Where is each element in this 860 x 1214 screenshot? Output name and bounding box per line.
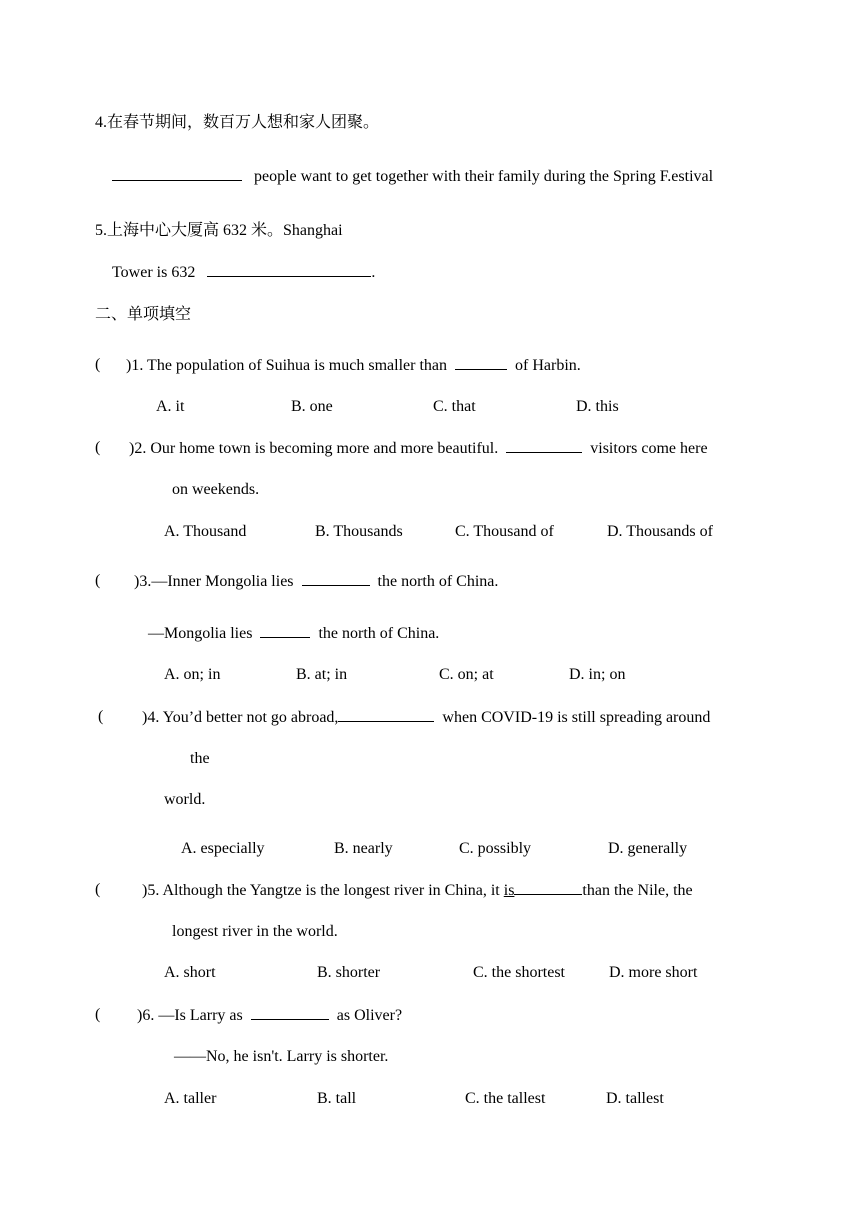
q1-number: 1. bbox=[131, 357, 144, 374]
q1-stem bbox=[126, 355, 581, 376]
q4-text-before: You’d better not go abroad, bbox=[162, 709, 339, 726]
q3-option-c[interactable]: C. on; at bbox=[439, 666, 494, 683]
translation-q4-prompt: 4.在春节期间，数百万人想和家人团聚。 bbox=[95, 114, 380, 131]
q1-option-a[interactable]: A. it bbox=[156, 398, 185, 415]
q2-answer-paren-open[interactable]: ( bbox=[95, 439, 101, 456]
q6-line2: ——No, he isn't. Larry is shorter. bbox=[174, 1048, 389, 1065]
q6-number: 6. bbox=[142, 1007, 155, 1024]
answer-blank[interactable] bbox=[260, 623, 310, 638]
q3-stem bbox=[134, 571, 498, 592]
q6-answer-paren-open[interactable]: ( bbox=[95, 1006, 101, 1023]
q6-option-b[interactable]: B. tall bbox=[317, 1090, 357, 1107]
q1-option-c[interactable]: C. that bbox=[433, 398, 476, 415]
q3-answer-paren-open[interactable]: ( bbox=[95, 572, 101, 589]
q4-option-a[interactable]: A. especially bbox=[181, 840, 265, 857]
q2-option-b[interactable]: B. Thousands bbox=[315, 523, 403, 540]
q6-option-c[interactable]: C. the tallest bbox=[465, 1090, 546, 1107]
answer-blank[interactable] bbox=[506, 438, 582, 453]
answer-blank[interactable] bbox=[455, 355, 507, 370]
q4-answer-paren-open[interactable]: ( bbox=[98, 708, 104, 725]
q5-continuation: longest river in the world. bbox=[172, 923, 338, 940]
translation-q4-answer-line bbox=[112, 166, 713, 187]
answer-blank[interactable] bbox=[251, 1005, 329, 1020]
translation-q5-answer-line bbox=[112, 262, 375, 283]
q3-line2-before: —Mongolia lies bbox=[148, 625, 253, 642]
q2-option-c[interactable]: C. Thousand of bbox=[455, 523, 554, 540]
q2-paren-close: ) bbox=[129, 440, 135, 457]
q5-option-a[interactable]: A. short bbox=[164, 964, 216, 981]
q2-continuation: on weekends. bbox=[172, 481, 260, 498]
q5-option-d[interactable]: D. more short bbox=[609, 964, 698, 981]
q4-option-c[interactable]: C. possibly bbox=[459, 840, 532, 857]
q1-option-d[interactable]: D. this bbox=[576, 398, 619, 415]
q1-option-b[interactable]: B. one bbox=[291, 398, 333, 415]
q4-option-d[interactable]: D. generally bbox=[608, 840, 688, 857]
q3-line1-after: the north of China. bbox=[377, 573, 499, 590]
translation-q5-prompt: 5.上海中心大厦高 632 米。Shanghai bbox=[95, 222, 343, 239]
q3-option-b[interactable]: B. at; in bbox=[296, 666, 348, 683]
translation-q5-line2-start: Tower is 632 bbox=[112, 264, 196, 281]
q4-stem bbox=[142, 707, 710, 728]
q5-text-before: Although the Yangtze is the longest river in China, it bbox=[162, 882, 500, 899]
q5-underlined-word: is bbox=[503, 882, 515, 899]
q3-line2-after: the north of China. bbox=[318, 625, 440, 642]
q5-option-b[interactable]: B. shorter bbox=[317, 964, 381, 981]
q2-option-d[interactable]: D. Thousands of bbox=[607, 523, 713, 540]
q4-paren-close: ) bbox=[142, 709, 148, 726]
answer-blank[interactable] bbox=[112, 166, 242, 181]
q6-option-d[interactable]: D. tallest bbox=[606, 1090, 664, 1107]
answer-blank[interactable] bbox=[514, 880, 582, 895]
translation-q4-answer-text: people want to get together with their family during the Spring F.estival bbox=[254, 168, 714, 185]
q2-stem bbox=[129, 438, 708, 459]
q3-line1-before: —Inner Mongolia lies bbox=[151, 573, 294, 590]
q5-number: 5. bbox=[147, 882, 160, 899]
q4-continuation-2: world. bbox=[164, 791, 206, 808]
q2-text-before: Our home town is becoming more and more beautiful. bbox=[150, 440, 499, 457]
q5-stem bbox=[142, 880, 693, 901]
q3-option-d[interactable]: D. in; on bbox=[569, 666, 626, 683]
q1-text-after: of Harbin. bbox=[515, 357, 581, 374]
q3-option-a[interactable]: A. on; in bbox=[164, 666, 221, 683]
q3-line2 bbox=[148, 623, 439, 644]
q6-option-a[interactable]: A. taller bbox=[164, 1090, 217, 1107]
q2-option-a[interactable]: A. Thousand bbox=[164, 523, 247, 540]
q6-line1-before: —Is Larry as bbox=[158, 1007, 243, 1024]
q6-paren-close: ) bbox=[137, 1007, 143, 1024]
q1-answer-paren-open[interactable]: ( bbox=[95, 356, 101, 373]
q6-stem bbox=[137, 1005, 402, 1026]
q4-option-b[interactable]: B. nearly bbox=[334, 840, 393, 857]
q2-text-after: visitors come here bbox=[590, 440, 708, 457]
section-title: 二、单项填空 bbox=[95, 304, 192, 323]
q4-continuation-1: the bbox=[190, 750, 210, 767]
q5-text-after: than the Nile, the bbox=[582, 882, 693, 899]
q1-paren-close: ) bbox=[126, 357, 132, 374]
q3-number: 3. bbox=[139, 573, 152, 590]
q4-text-after: when COVID-19 is still spreading around bbox=[442, 709, 711, 726]
q5-answer-paren-open[interactable]: ( bbox=[95, 881, 101, 898]
q5-paren-close: ) bbox=[142, 882, 148, 899]
answer-blank[interactable] bbox=[207, 262, 371, 277]
q3-paren-close: ) bbox=[134, 573, 140, 590]
answer-blank[interactable] bbox=[302, 571, 370, 586]
q2-number: 2. bbox=[134, 440, 147, 457]
q4-number: 4. bbox=[147, 709, 160, 726]
translation-q5-line2-end: . bbox=[371, 264, 376, 281]
q6-line1-after: as Oliver? bbox=[336, 1007, 403, 1024]
answer-blank[interactable] bbox=[338, 707, 434, 722]
q5-option-c[interactable]: C. the shortest bbox=[473, 964, 565, 981]
q1-text-before: The population of Suihua is much smaller than bbox=[147, 357, 447, 374]
